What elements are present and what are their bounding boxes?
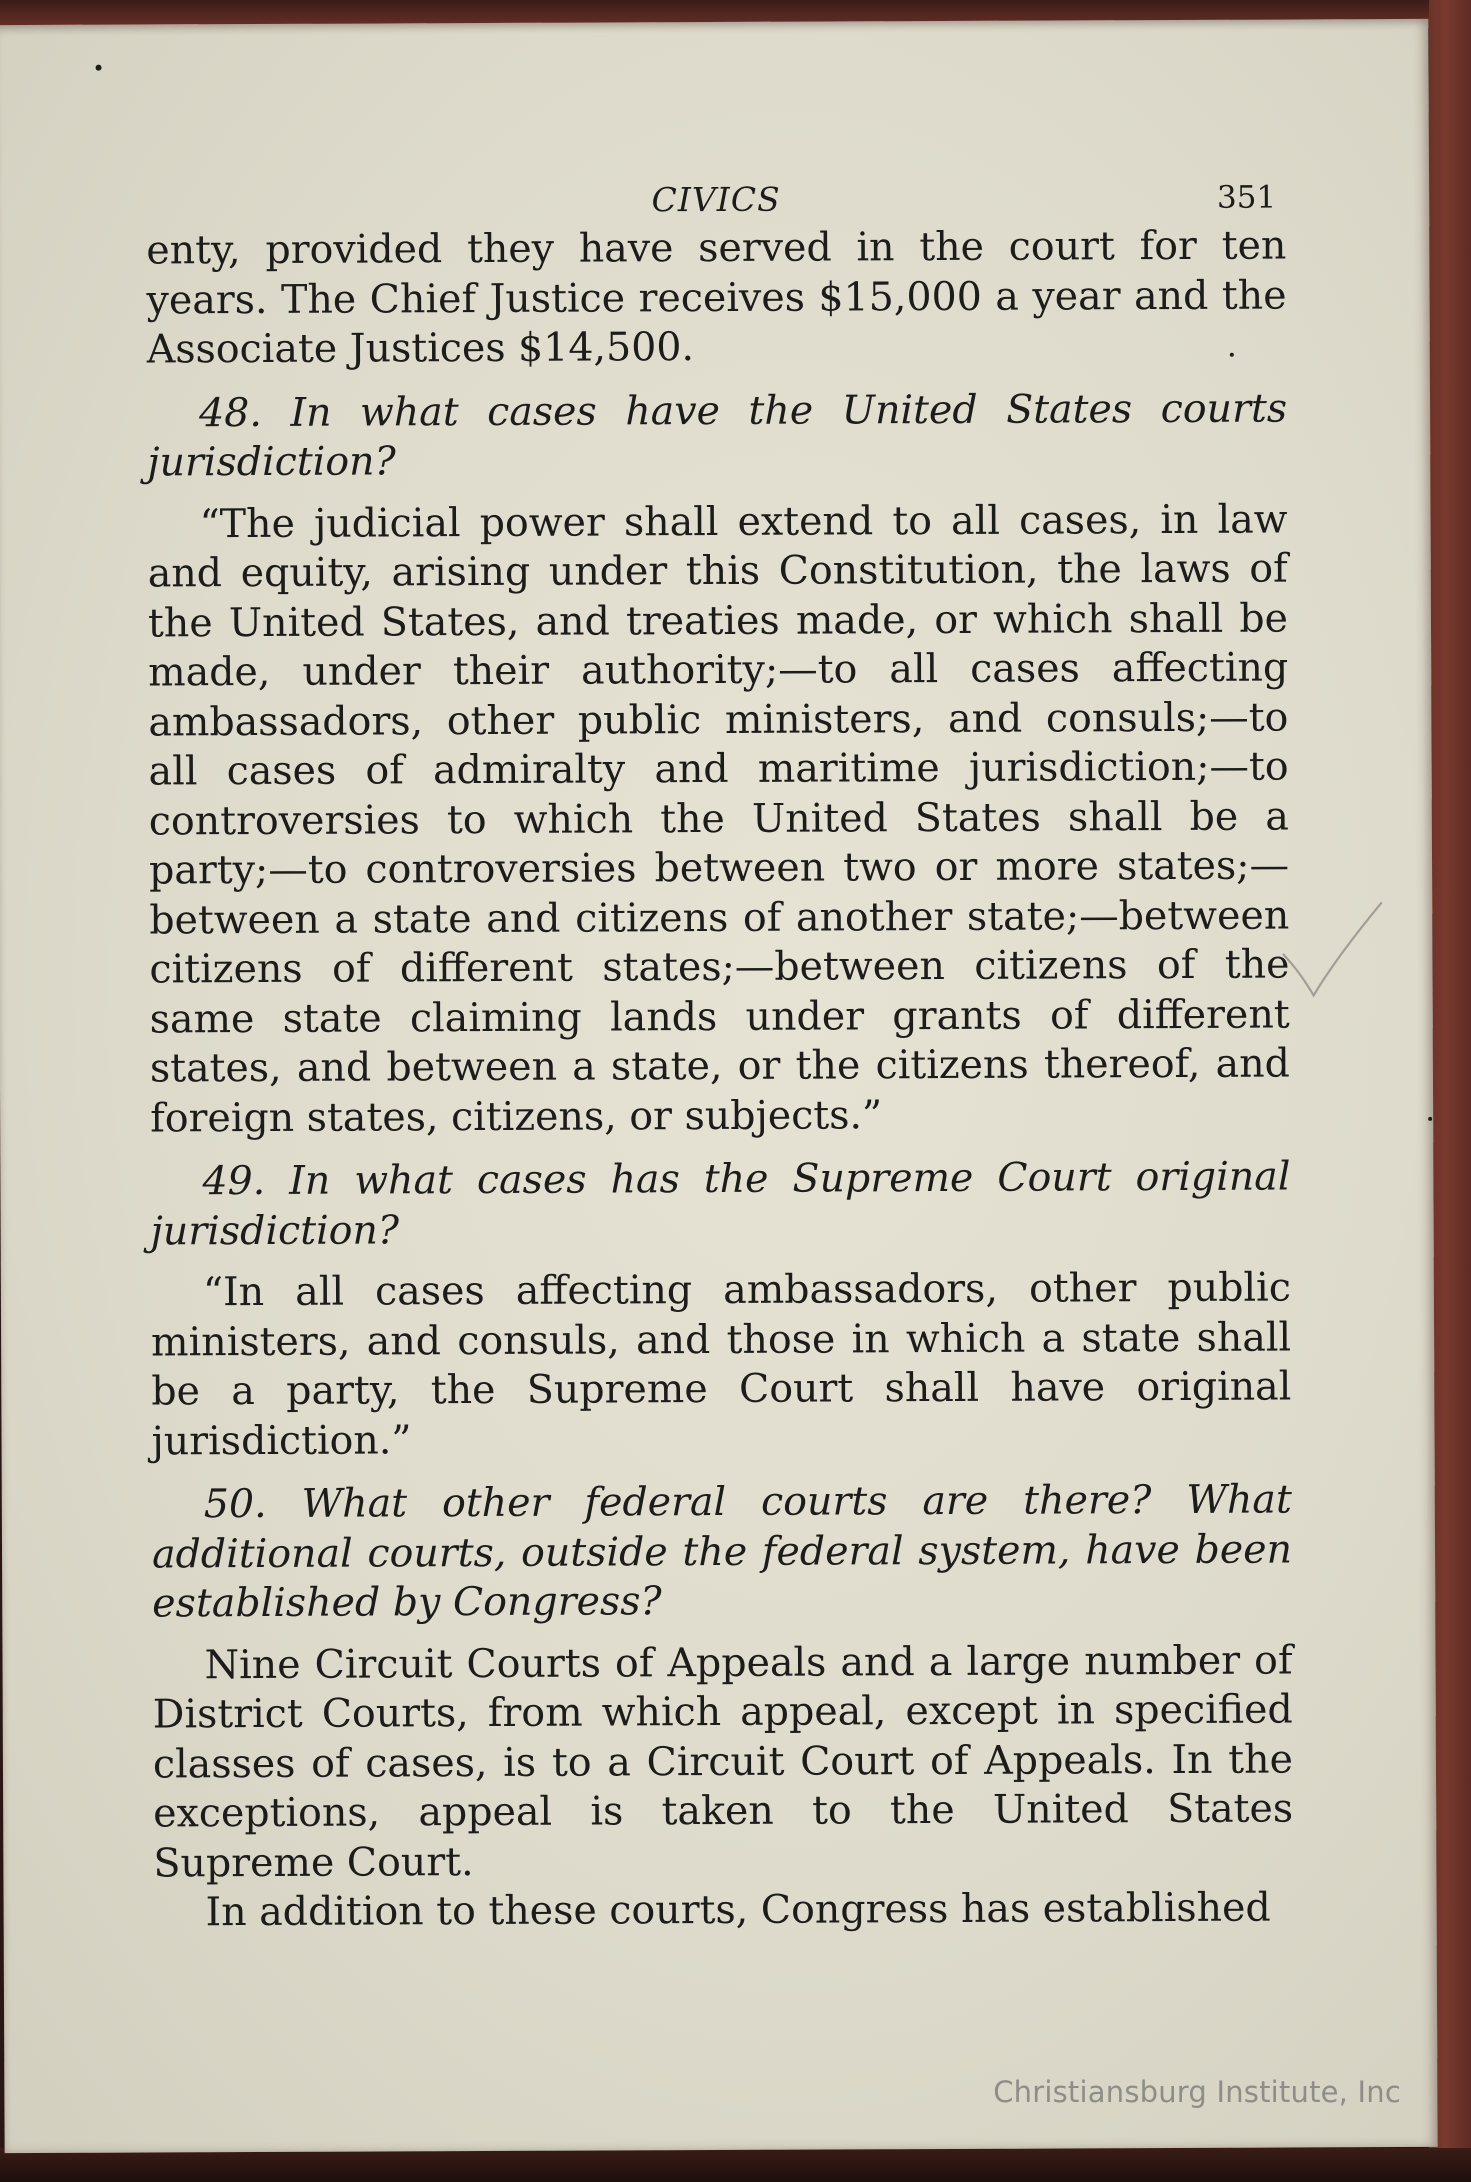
page-text xyxy=(146,160,1294,1938)
running-title: CIVICS xyxy=(651,179,781,220)
question-50: 50. What other federal courts are there? What additional courts, outside the federal system, have been established by Congress? xyxy=(151,1476,1293,1627)
question-49: 49. In what cases has the Supreme Court original jurisdiction? xyxy=(150,1153,1291,1254)
stray-ink-dot xyxy=(1428,1117,1432,1121)
question-48: 48. In what cases have the United States courts jurisdiction? xyxy=(147,385,1288,486)
answer-50-continued: In addition to these courts, Congress has established xyxy=(205,1884,1271,1936)
answer-50: Nine Circuit Courts of Appeals and a large number of District Courts, from which appeal, except in specified classes of cases, is to a Circuit Court of Appeals. In the exceptions, appeal is taken to the United States Supreme Court. xyxy=(152,1636,1294,1886)
book-page xyxy=(0,19,1438,2153)
answer-48: “The judicial power shall extend to all cases, in law and equity, arising under this Constitution, the laws of the United States, and treaties made, or which shall be made, under their authority;—to all cases affecting ambassadors, other public ministers, and consuls;—to all cases of admiralty and maritime jurisdiction;—to controversies to which the United States shall be a party;—to controversies between two or more states;—between a state and citizens of another state;—between citizens of different states;—between citizens of the same state claiming lands under grants of different states, and between a state, or the citizens thereof, and foreign states, citizens, or subjects.” xyxy=(147,496,1291,1141)
watermark: Christiansburg Institute, Inc xyxy=(993,2075,1401,2109)
running-head xyxy=(146,160,1286,227)
page-number: 351 xyxy=(1216,179,1277,216)
continuation-paragraph: enty, provided they have served in the court for ten years. The Chief Justice receives $15,000 a year and the Associate Justices $14,500. xyxy=(146,222,1287,373)
answer-49: “In all cases affecting ambassadors, other public ministers, and consuls, and those in which a state shall be a party, the Supreme Court shall have original jurisdiction.” xyxy=(151,1264,1292,1464)
stray-ink-dot xyxy=(96,65,102,71)
pencil-check-mark-icon xyxy=(1281,899,1391,1009)
book-cover-bottom-edge xyxy=(0,2148,1471,2182)
